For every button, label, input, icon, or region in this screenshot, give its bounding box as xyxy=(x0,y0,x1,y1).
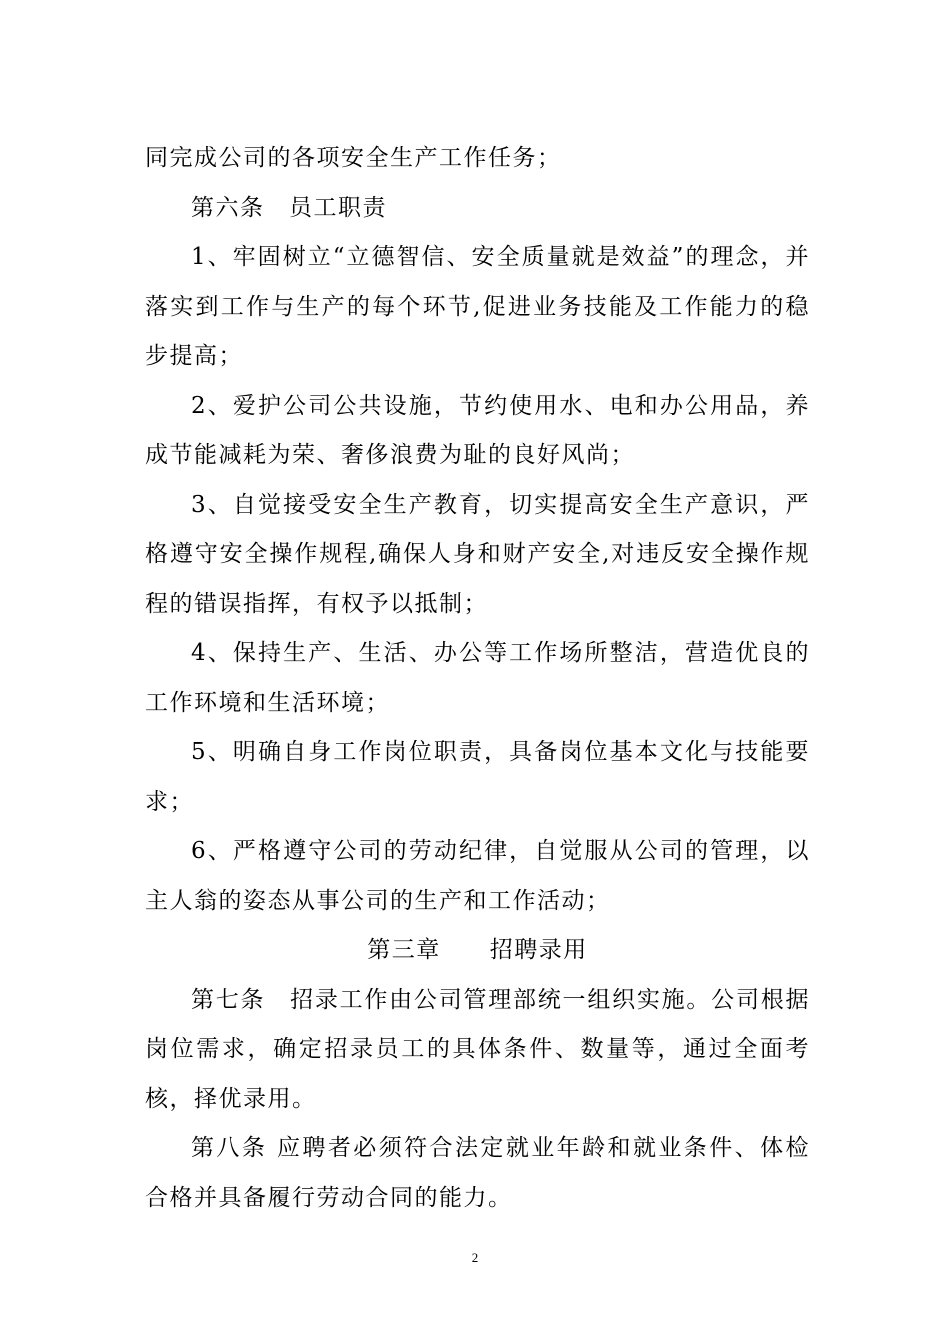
duty-item-3: 3、自觉接受安全生产教育，切实提高安全生产意识，严格遵守安全操作规程,确保人身和财产安全,对违反安全操作规程的错误指挥，有权予以抵制； xyxy=(145,491,810,617)
duty-item-1: 1、牢固树立“立德智信、安全质量就是效益”的理念，并落实到工作与生产的每个环节,促进业务技能及工作能力的稳步提高； xyxy=(145,244,810,369)
duty-item-6: 6、严格遵守公司的劳动纪律，自觉服从公司的管理，以主人翁的姿态从事公司的生产和工作活动； xyxy=(145,838,810,914)
article-eight: 第八条 应聘者必须符合法定就业年龄和就业条件、体检合格并具备履行劳动合同的能力。 xyxy=(145,1135,810,1211)
paragraph-continuation: 同完成公司的各项安全生产工作任务； xyxy=(145,145,562,171)
duty-item-4: 4、保持生产、生活、办公等工作场所整洁，营造优良的工作环境和生活环境； xyxy=(145,640,810,716)
document-body xyxy=(145,134,810,1223)
duty-item-2: 2、爱护公司公共设施，节约使用水、电和办公用品，养成节能减耗为荣、奢侈浪费为耻的良好风尚； xyxy=(145,392,810,468)
page-number: 2 xyxy=(471,1250,479,1265)
article-six-heading: 第六条 员工职责 xyxy=(191,194,387,221)
duty-item-5: 5、明确自身工作岗位职责，具备岗位基本文化与技能要求； xyxy=(145,739,810,815)
chapter-three-heading: 第三章 招聘录用 xyxy=(367,937,588,963)
article-seven: 第七条 招录工作由公司管理部统一组织实施。公司根据岗位需求，确定招录员工的具体条件、数量等，通过全面考核，择优录用。 xyxy=(145,986,810,1112)
